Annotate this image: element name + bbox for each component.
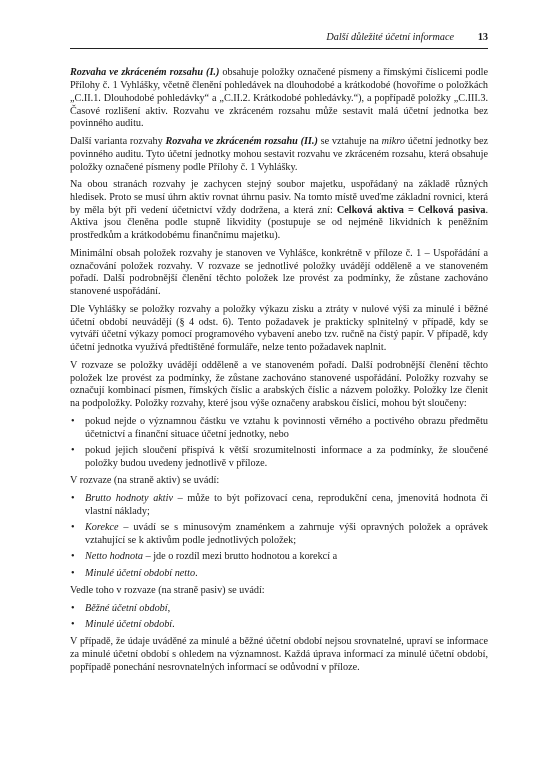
bullet-icon: • <box>71 567 75 579</box>
list-term: Brutto hodnoty aktiv <box>85 492 173 504</box>
list-item-text: pokud jejich sloučení přispívá k větší srozumitelnosti informace a za podmínky, že sloučené položky budou uvedeny jednotlivě v příloze. <box>85 444 488 469</box>
list-item <box>70 619 488 632</box>
paragraph-text: se vztahuje na <box>317 135 382 147</box>
paragraph-2 <box>70 136 488 175</box>
paragraph-4: Minimální obsah položek rozvahy je stanoven ve Vyhlášce, konkrétně v příloze č. 1 – Uspořádání a označování položek rozvahy. V rozvaze se jednotlivé položky uvádějí odděleně a ve stanoveném pořadí. Další podrobnější členění těchto položek lze provést za podmínky, že zůstane zachováno stanovené uspořádání. <box>70 247 488 298</box>
bullet-icon: • <box>71 551 75 563</box>
list-item-text: – jde o rozdíl mezi brutto hodnotou a korekcí a <box>143 551 338 563</box>
paragraph-text: Na obou stranách rozvahy je zachycen stejný soubor majetku, uspořádaný na základě různých hledisek. Proto se musí úhrn aktiv rovnat úhrnu pasiv. Na tomto místě uveďme základní rovnici, která by měla být při vedení účetnictví vždy dodržena, a která zní: <box>70 178 488 216</box>
bullet-icon: • <box>71 602 75 614</box>
list-item-text: . <box>172 618 175 630</box>
header-title: Další důležité účetní informace <box>326 32 454 43</box>
list-item <box>70 522 488 548</box>
term-zkraceny-rozsah-1: Rozvaha ve zkráceném rozsahu (I.) <box>70 67 220 78</box>
running-header <box>70 32 488 49</box>
emphasis-mikro: mikro <box>381 135 405 147</box>
bullet-icon: • <box>71 444 75 456</box>
liabilities-columns-list <box>70 603 488 632</box>
paragraph-5: Dle Vyhlášky se položky rozvahy a položky výkazu zisku a ztráty v nulové výši za minulé i běžné účetní období neuvádějí (§ 4 odst. 6). Tento požadavek je prakticky splnitelný v případě, kdy se vytváří účetní výkazy pomocí programového vybavení anebo tzv. ručně na čistý papír. V případě, kdy účetní jednotka využívá předtištěné formuláře, nelze tento požadavek naplnit. <box>70 303 488 354</box>
bullet-icon: • <box>71 618 75 630</box>
paragraph-text: . Aktiva jsou členěna podle stupně likvidity (postupuje se od nejméně likvidních k peněžním prostředkům a krátkodobému finančnímu majetku). <box>70 204 488 242</box>
list-item-text: pokud nejde o významnou částku ve vztahu k povinnosti věrného a poctivého obrazu předmětu účetnictví a finanční situace účetní jednotky, nebo <box>85 415 488 440</box>
list-item <box>70 568 488 581</box>
list-term: Minulé účetní období <box>85 618 173 630</box>
list-item <box>70 416 488 442</box>
bullet-icon: • <box>71 492 75 504</box>
list-item <box>70 603 488 616</box>
paragraph-8: Vedle toho v rozvaze (na straně pasiv) se uvádí: <box>70 585 265 597</box>
paragraph-7: V rozvaze (na straně aktiv) se uvádí: <box>70 475 220 487</box>
list-term: Běžné účetní období <box>85 602 168 614</box>
bullet-icon: • <box>71 521 75 533</box>
list-term: Korekce <box>85 521 119 533</box>
page-number: 13 <box>477 32 488 43</box>
merge-conditions-list <box>70 416 488 471</box>
list-item <box>70 493 488 519</box>
paragraph-3 <box>70 179 488 243</box>
paragraph-text: obsahuje položky označené písmeny a římskými číslicemi podle Přílohy č. 1 Vyhlášky, včetně členění pohledávek na dlouhodobé a krátkodobé (hovoříme o položkách „C.II.1. Dlouhodobé pohledávky“ a „C.II.2. Krátkodobé pohledávky.“), a popřípadě položky „C.III.3. Časové rozlišení aktiv. Rozvahu ve zkráceném rozsahu může sestavit malá účetní jednotka bez povinného auditu. <box>70 67 488 130</box>
list-term: Netto hodnota <box>85 551 144 563</box>
body-text <box>70 67 488 680</box>
paragraph-9: V případě, že údaje uváděné za minulé a běžné účetní období nejsou srovnatelné, upraví se informace za minulé účetní období s ohledem na významnost. Každá úprava informací za minulé účetní období, popřípadě ponechání nesrovnatelných informací se odůvodní v příloze. <box>70 636 488 674</box>
list-item-text: , <box>167 602 171 614</box>
paragraph-6: V rozvaze se položky uvádějí odděleně a ve stanoveném pořadí. Další podrobnější členění těchto položek lze provést za podmínky, že zůstane zachováno stanovené uspořádání. Položky rozvahy se označují kombinací písmen, římských číslic a arabských číslic a názvem položky. Položky lze členit na podpoložky. Položky rozvahy, které jsou výše označeny arabskou číslicí, mohou být sloučeny: <box>70 359 488 410</box>
term-zkraceny-rozsah-2: Rozvaha ve zkráceném rozsahu (II.) <box>165 135 318 147</box>
assets-columns-list <box>70 493 488 581</box>
list-item <box>70 445 488 471</box>
list-item-text: – může to být pořizovací cena, reprodukční cena, jmenovitá hodnota či vlastní náklady; <box>85 492 489 517</box>
list-term: Minulé účetní období netto <box>85 567 196 579</box>
list-item-text: . <box>195 567 198 579</box>
balance-equation: Celková aktiva = Celková pasiva <box>336 204 486 216</box>
list-item <box>70 551 488 564</box>
list-item-text: – uvádí se s minusovým znaménkem a zahrnuje výši opravných položek a oprávek vztahující se k aktivům podle jednotlivých položek; <box>85 521 488 546</box>
paragraph-text: účetní jednotky bez povinného auditu. Tyto účetní jednotky mohou sestavit rozvahu ve zkráceném rozsahu, která obsahuje položky označené písmeny podle Přílohy č. 1 Vyhlášky. <box>70 135 489 173</box>
paragraph-1 <box>70 67 488 131</box>
bullet-icon: • <box>71 415 75 427</box>
paragraph-text: Další varianta rozvahy <box>70 135 166 147</box>
